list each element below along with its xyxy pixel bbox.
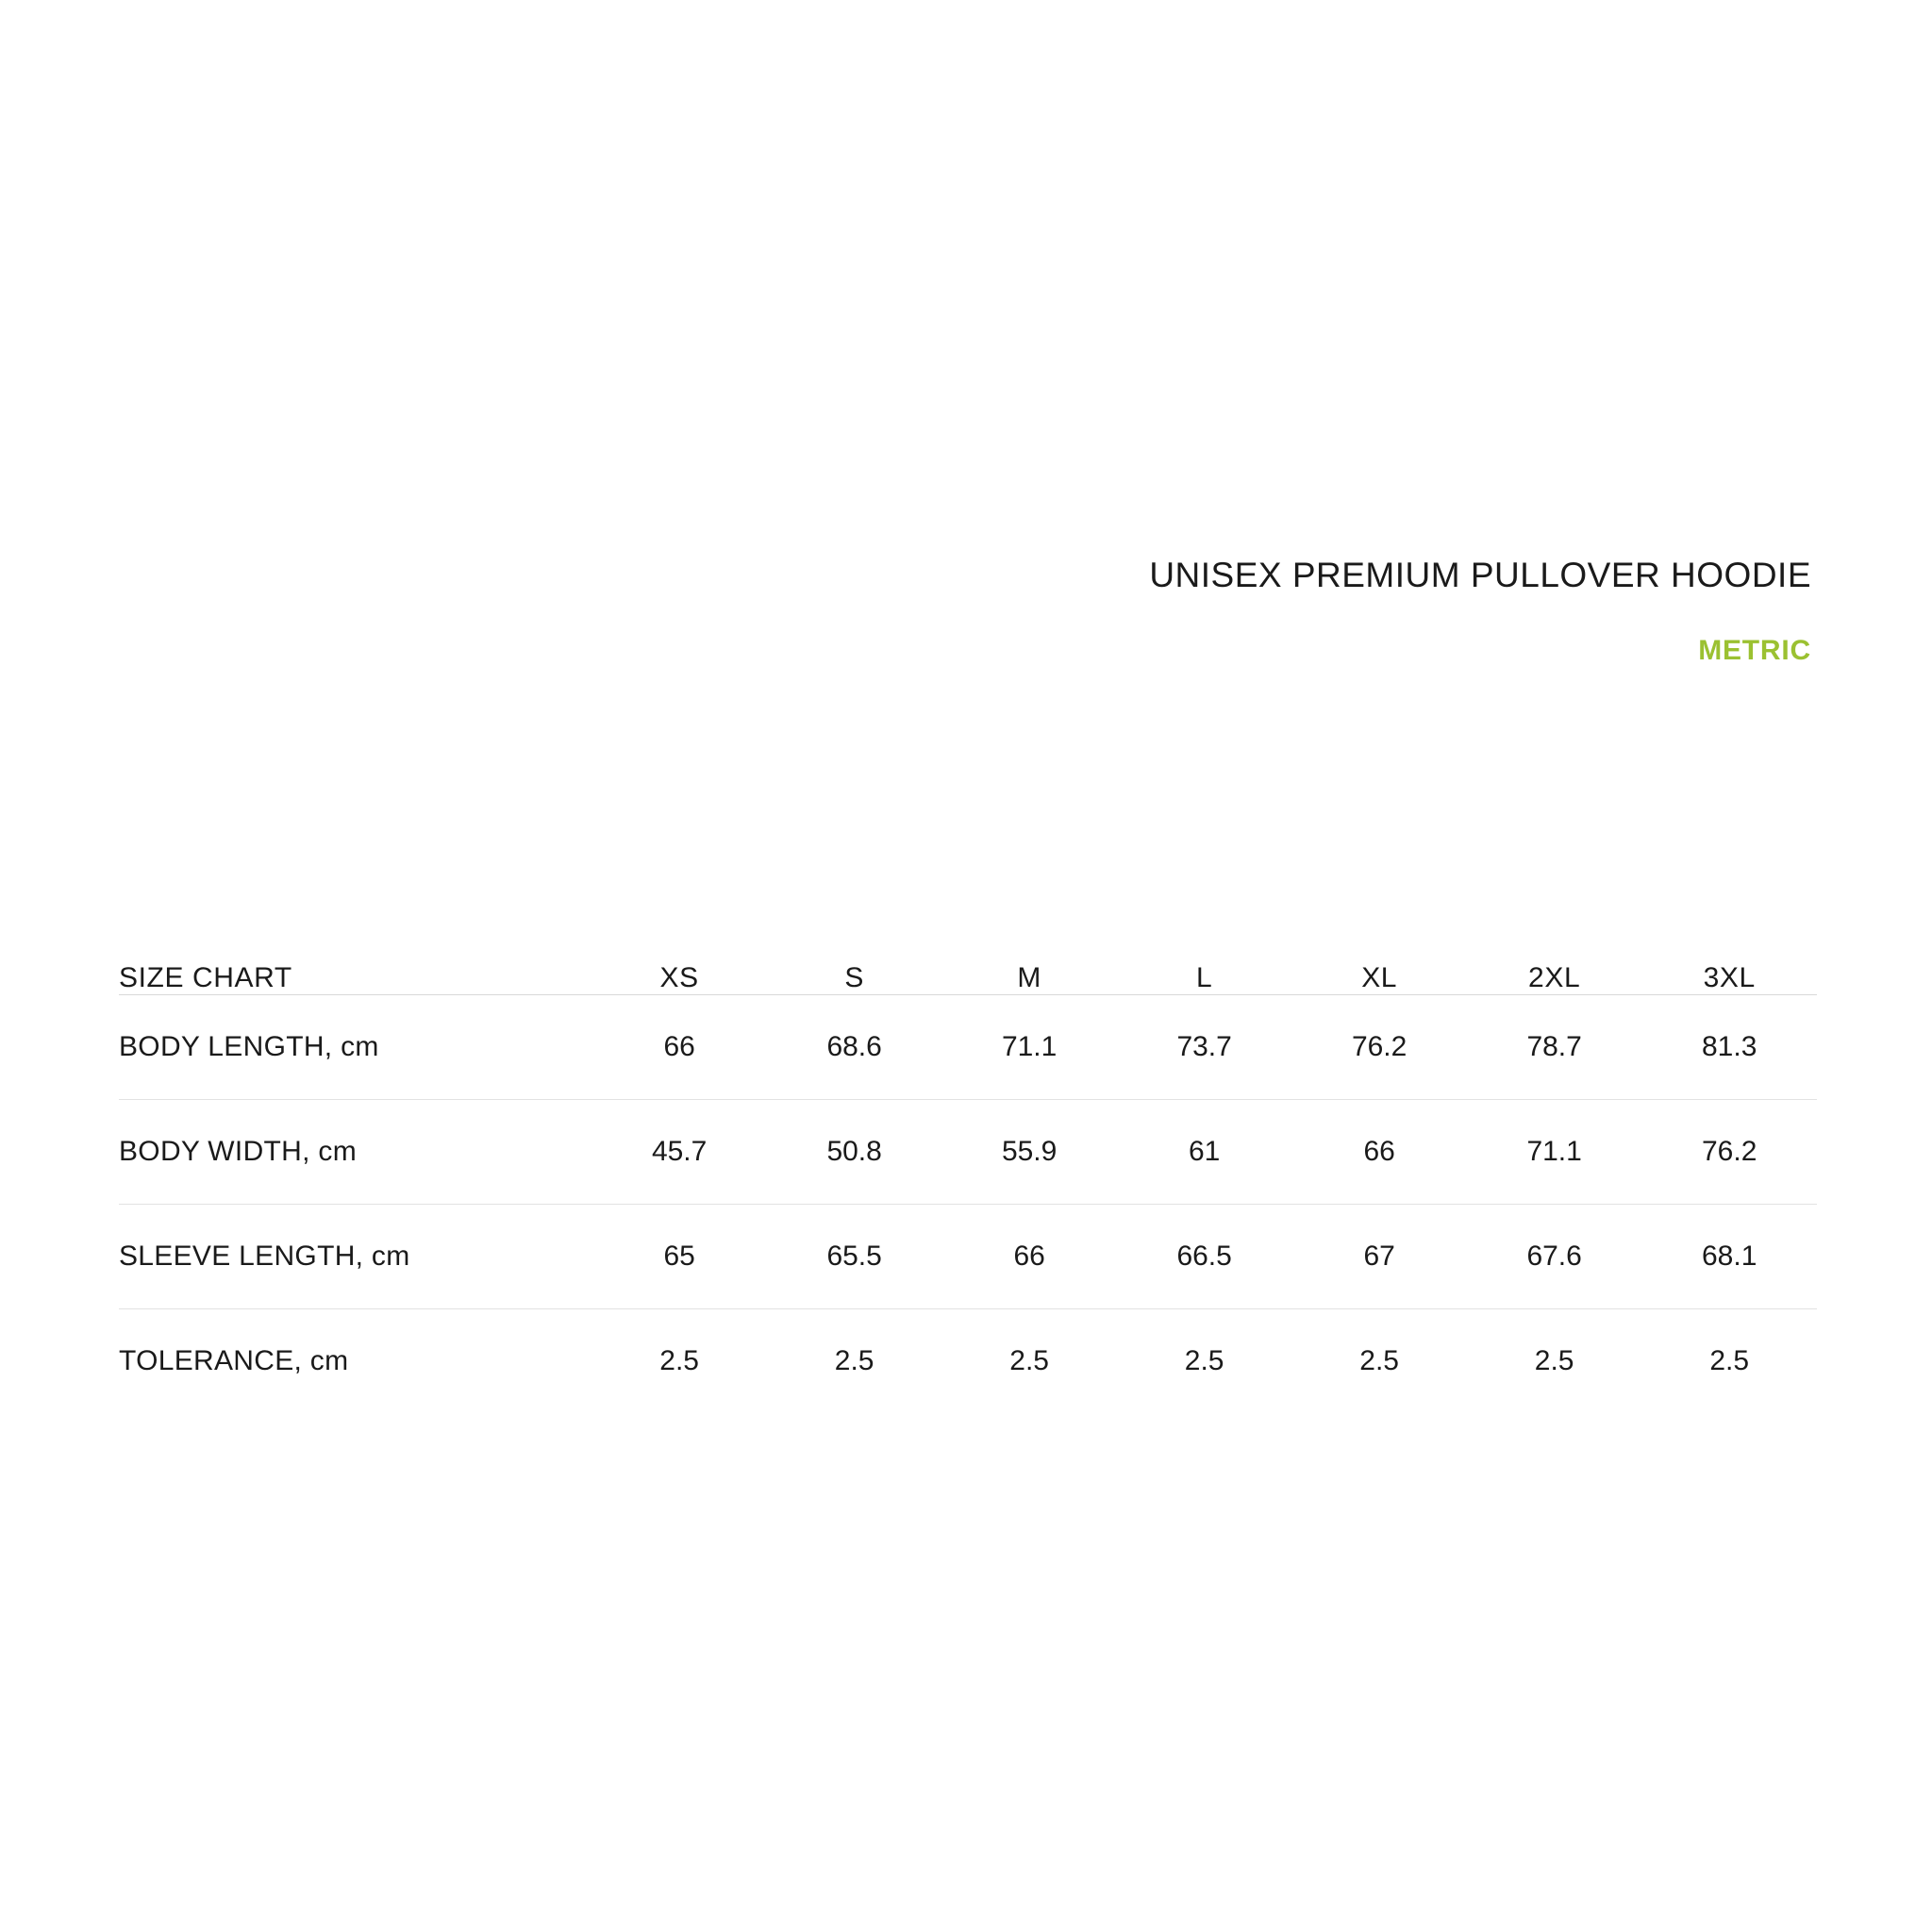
cell-body-length-3xl: 81.3: [1702, 1031, 1757, 1062]
cell-body-width-2xl: 71.1: [1526, 1136, 1582, 1167]
cell-body-length-m: 71.1: [1001, 1031, 1058, 1062]
header: [1149, 555, 1811, 668]
cell-body-width-s: 50.8: [826, 1136, 882, 1167]
cell-body-length-l: 73.7: [1176, 1031, 1232, 1062]
cell-body-width-3xl: 76.2: [1702, 1136, 1757, 1167]
table-body: [119, 995, 1817, 1414]
column-header-m: M: [1017, 962, 1041, 993]
cell-tolerance-xl: 2.5: [1359, 1345, 1399, 1376]
size-chart-table: [119, 962, 1817, 1413]
cell-body-width-m: 55.9: [1001, 1136, 1058, 1167]
row-label-body-length: BODY LENGTH, cm: [119, 1031, 379, 1062]
row-label-body-width: BODY WIDTH, cm: [119, 1136, 357, 1167]
cell-body-width-xs: 45.7: [651, 1136, 708, 1167]
cell-tolerance-m: 2.5: [1009, 1345, 1049, 1376]
cell-body-length-xs: 66: [663, 1031, 695, 1062]
cell-sleeve-length-xl: 67: [1363, 1241, 1395, 1272]
table-row: [119, 995, 1817, 1100]
cell-sleeve-length-3xl: 68.1: [1702, 1241, 1757, 1272]
cell-body-width-l: 61: [1188, 1136, 1221, 1167]
row-label-sleeve-length: SLEEVE LENGTH, cm: [119, 1241, 410, 1272]
cell-body-length-2xl: 78.7: [1526, 1031, 1582, 1062]
table-row: [119, 1100, 1817, 1205]
cell-sleeve-length-xs: 65: [663, 1241, 695, 1272]
column-header-l: L: [1195, 962, 1213, 993]
cell-tolerance-s: 2.5: [834, 1345, 874, 1376]
table-header: [119, 962, 1817, 995]
column-header-s: S: [844, 962, 864, 993]
size-chart-table-wrapper: [119, 962, 1817, 1413]
cell-tolerance-xs: 2.5: [659, 1345, 699, 1376]
column-header-xl: XL: [1361, 962, 1398, 993]
cell-sleeve-length-s: 65.5: [826, 1241, 882, 1272]
column-header-2xl: 2XL: [1528, 962, 1581, 993]
cell-body-width-xl: 66: [1363, 1136, 1395, 1167]
cell-tolerance-l: 2.5: [1184, 1345, 1224, 1376]
table-row: [119, 1205, 1817, 1309]
column-header-3xl: 3XL: [1703, 962, 1756, 993]
row-label-tolerance: TOLERANCE, cm: [119, 1345, 349, 1376]
page-title: UNISEX PREMIUM PULLOVER HOODIE: [1149, 556, 1811, 594]
cell-sleeve-length-2xl: 67.6: [1526, 1241, 1582, 1272]
cell-body-length-xl: 76.2: [1351, 1031, 1407, 1062]
column-header-xs: XS: [659, 962, 699, 993]
cell-tolerance-3xl: 2.5: [1709, 1345, 1750, 1376]
cell-tolerance-2xl: 2.5: [1534, 1345, 1574, 1376]
table-header-row: [119, 962, 1817, 995]
column-header-size-chart: SIZE CHART: [119, 962, 292, 993]
cell-sleeve-length-l: 66.5: [1176, 1241, 1232, 1272]
table-row: [119, 1309, 1817, 1414]
unit-system-label: METRIC: [1698, 635, 1811, 667]
cell-body-length-s: 68.6: [826, 1031, 882, 1062]
cell-sleeve-length-m: 66: [1013, 1241, 1045, 1272]
